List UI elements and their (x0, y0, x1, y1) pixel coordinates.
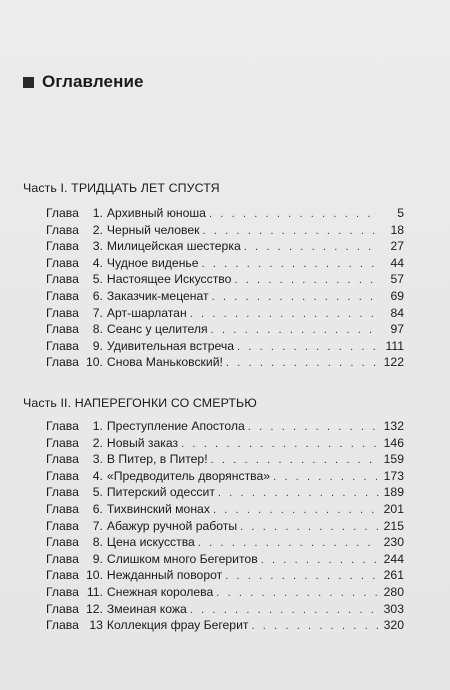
dot-leader (209, 208, 379, 220)
chapter-title: Слишком много Бегеритов (106, 551, 258, 566)
toc-heading-text: Оглавление (42, 72, 144, 91)
chapter-label: Глава (46, 618, 79, 633)
dot-leader (234, 274, 379, 286)
chapter-label: Глава (46, 584, 79, 599)
dot-leader (218, 487, 379, 499)
square-bullet-icon (23, 77, 34, 88)
page-number: 84 (390, 305, 404, 320)
toc-entry (46, 535, 404, 552)
chapter-number: 1. (92, 206, 103, 220)
chapter-number: 4. (92, 255, 103, 270)
chapter-title: Заказчик-меценат (106, 288, 209, 303)
toc-entry (46, 256, 404, 273)
toc-entry (46, 585, 404, 602)
page-number: 69 (390, 288, 404, 303)
chapter-title: Абажур ручной работы (106, 518, 238, 533)
chapter-title: Питерский одессит (106, 485, 215, 500)
chapter-number: 7. (92, 518, 103, 533)
chapter-title: Преступление Апостола (106, 419, 245, 433)
toc-entry (46, 306, 404, 323)
chapter-number: 9. (92, 338, 103, 353)
page-number: 27 (390, 239, 404, 254)
dot-leader (211, 454, 379, 466)
part-1-chapter-list (46, 206, 404, 372)
chapter-title: Арт-шарлатан (106, 305, 187, 320)
chapter-label: Глава (46, 272, 79, 287)
toc-entry (46, 239, 404, 256)
page-number: 132 (383, 419, 404, 433)
chapter-label: Глава (46, 468, 79, 483)
chapter-label: Глава (46, 535, 79, 550)
toc-entry (46, 519, 404, 536)
dot-leader (261, 554, 379, 566)
toc-entry (46, 452, 404, 469)
chapter-label: Глава (46, 518, 79, 533)
page-number: 261 (383, 568, 404, 583)
chapter-number: 11. (86, 584, 103, 599)
chapter-title: Цена искусства (106, 535, 195, 550)
page-number: 201 (383, 501, 404, 516)
page-number: 111 (385, 338, 404, 353)
toc-entry (46, 419, 404, 436)
chapter-title: Нежданный поворот (106, 568, 223, 583)
toc-entry (46, 602, 404, 619)
dot-leader (237, 341, 379, 353)
dot-leader (225, 570, 379, 582)
dot-leader (251, 620, 379, 632)
dot-leader (212, 291, 379, 303)
chapter-label: Глава (46, 305, 79, 320)
chapter-title: Снова Маньковский! (106, 355, 223, 370)
chapter-title: Архивный юноша (106, 206, 206, 220)
chapter-number: 3. (92, 452, 103, 467)
toc-entry (46, 552, 404, 569)
dot-leader (273, 471, 379, 483)
chapter-title: Удивительная встреча (106, 338, 234, 353)
chapter-number: 10. (85, 568, 103, 583)
chapter-label: Глава (46, 601, 79, 616)
page-number: 189 (383, 485, 404, 500)
chapter-title: «Предводитель дворянства» (106, 468, 271, 483)
toc-entry (46, 469, 404, 486)
dot-leader (202, 258, 379, 270)
chapter-title: Тихвинский монах (106, 501, 210, 516)
toc-entry (46, 322, 404, 339)
page-number: 215 (383, 518, 404, 533)
chapter-title: Черный человек (106, 222, 200, 237)
chapter-title: В Питер, в Питер! (106, 452, 208, 467)
chapter-label: Глава (46, 435, 79, 450)
chapter-title: Коллекция фрау Бегерит (106, 618, 249, 633)
toc-entry (46, 272, 404, 289)
dot-leader (244, 241, 379, 253)
chapter-title: Чудное виденье (106, 255, 199, 270)
page-number: 146 (383, 435, 404, 450)
page-number: 159 (383, 452, 404, 467)
chapter-label: Глава (46, 255, 79, 270)
chapter-label: Глава (46, 568, 79, 583)
chapter-title: Милицейская шестерка (106, 239, 241, 254)
dot-leader (190, 604, 379, 616)
chapter-label: Глава (46, 501, 79, 516)
page-number: 244 (383, 551, 404, 566)
chapter-title: Настоящее Искусство (106, 272, 232, 287)
toc-entry (46, 502, 404, 519)
toc-entry (46, 223, 404, 240)
chapter-number: 9. (92, 551, 103, 566)
toc-entry (46, 436, 404, 453)
chapter-label: Глава (46, 338, 79, 353)
chapter-label: Глава (46, 452, 79, 467)
chapter-number: 4. (92, 468, 103, 483)
toc-entry (46, 485, 404, 502)
toc-entry (46, 355, 404, 372)
page-number: 57 (390, 272, 404, 287)
page-number: 18 (390, 222, 404, 237)
dot-leader (213, 504, 379, 516)
chapter-number: 2. (92, 435, 103, 450)
chapter-label: Глава (46, 419, 79, 433)
page-number: 320 (383, 618, 404, 633)
toc-heading (23, 72, 144, 92)
dot-leader (198, 537, 379, 549)
chapter-number: 6. (92, 288, 103, 303)
toc-entry (46, 289, 404, 306)
page-number: 230 (383, 535, 404, 550)
chapter-number: 10. (85, 355, 103, 370)
chapter-label: Глава (46, 239, 79, 254)
dot-leader (216, 587, 379, 599)
page-number: 122 (383, 355, 404, 370)
part-1-title: Часть I. ТРИДЦАТЬ ЛЕТ СПУСТЯ (23, 181, 220, 195)
page-number: 5 (397, 206, 404, 220)
dot-leader (190, 308, 379, 320)
chapter-label: Глава (46, 322, 79, 337)
chapter-title: Снежная королева (106, 584, 214, 599)
page-number: 280 (383, 584, 404, 599)
page-number: 303 (383, 601, 404, 616)
chapter-number: 2. (92, 222, 103, 237)
chapter-title: Сеанс у целителя (106, 322, 208, 337)
dot-leader (248, 421, 379, 433)
toc-entry (46, 568, 404, 585)
chapter-label: Глава (46, 222, 79, 237)
dot-leader (211, 324, 379, 336)
toc-entry (46, 618, 404, 635)
chapter-number: 13 (89, 618, 103, 633)
chapter-label: Глава (46, 355, 79, 370)
toc-entry (46, 339, 404, 356)
chapter-number: 7. (92, 305, 103, 320)
chapter-number: 5. (92, 272, 103, 287)
part-2-title: Часть II. НАПЕРЕГОНКИ СО СМЕРТЬЮ (23, 396, 257, 410)
toc-entry (46, 206, 404, 223)
page-number: 44 (390, 255, 404, 270)
chapter-label: Глава (46, 551, 79, 566)
chapter-title: Новый заказ (106, 435, 179, 450)
chapter-number: 5. (92, 485, 103, 500)
chapter-number: 8. (92, 535, 103, 550)
page-number: 97 (390, 322, 404, 337)
page-number: 173 (383, 468, 404, 483)
chapter-number: 12. (85, 601, 103, 616)
dot-leader (226, 357, 379, 369)
dot-leader (240, 521, 379, 533)
dot-leader (181, 438, 379, 450)
chapter-label: Глава (46, 485, 79, 500)
part-2-chapter-list (46, 419, 404, 635)
chapter-number: 3. (92, 239, 103, 254)
chapter-title: Змеиная кожа (106, 601, 187, 616)
chapter-label: Глава (46, 206, 79, 220)
dot-leader (202, 225, 379, 237)
chapter-number: 8. (92, 322, 103, 337)
chapter-number: 1. (92, 419, 103, 433)
chapter-number: 6. (92, 501, 103, 516)
chapter-label: Глава (46, 288, 79, 303)
